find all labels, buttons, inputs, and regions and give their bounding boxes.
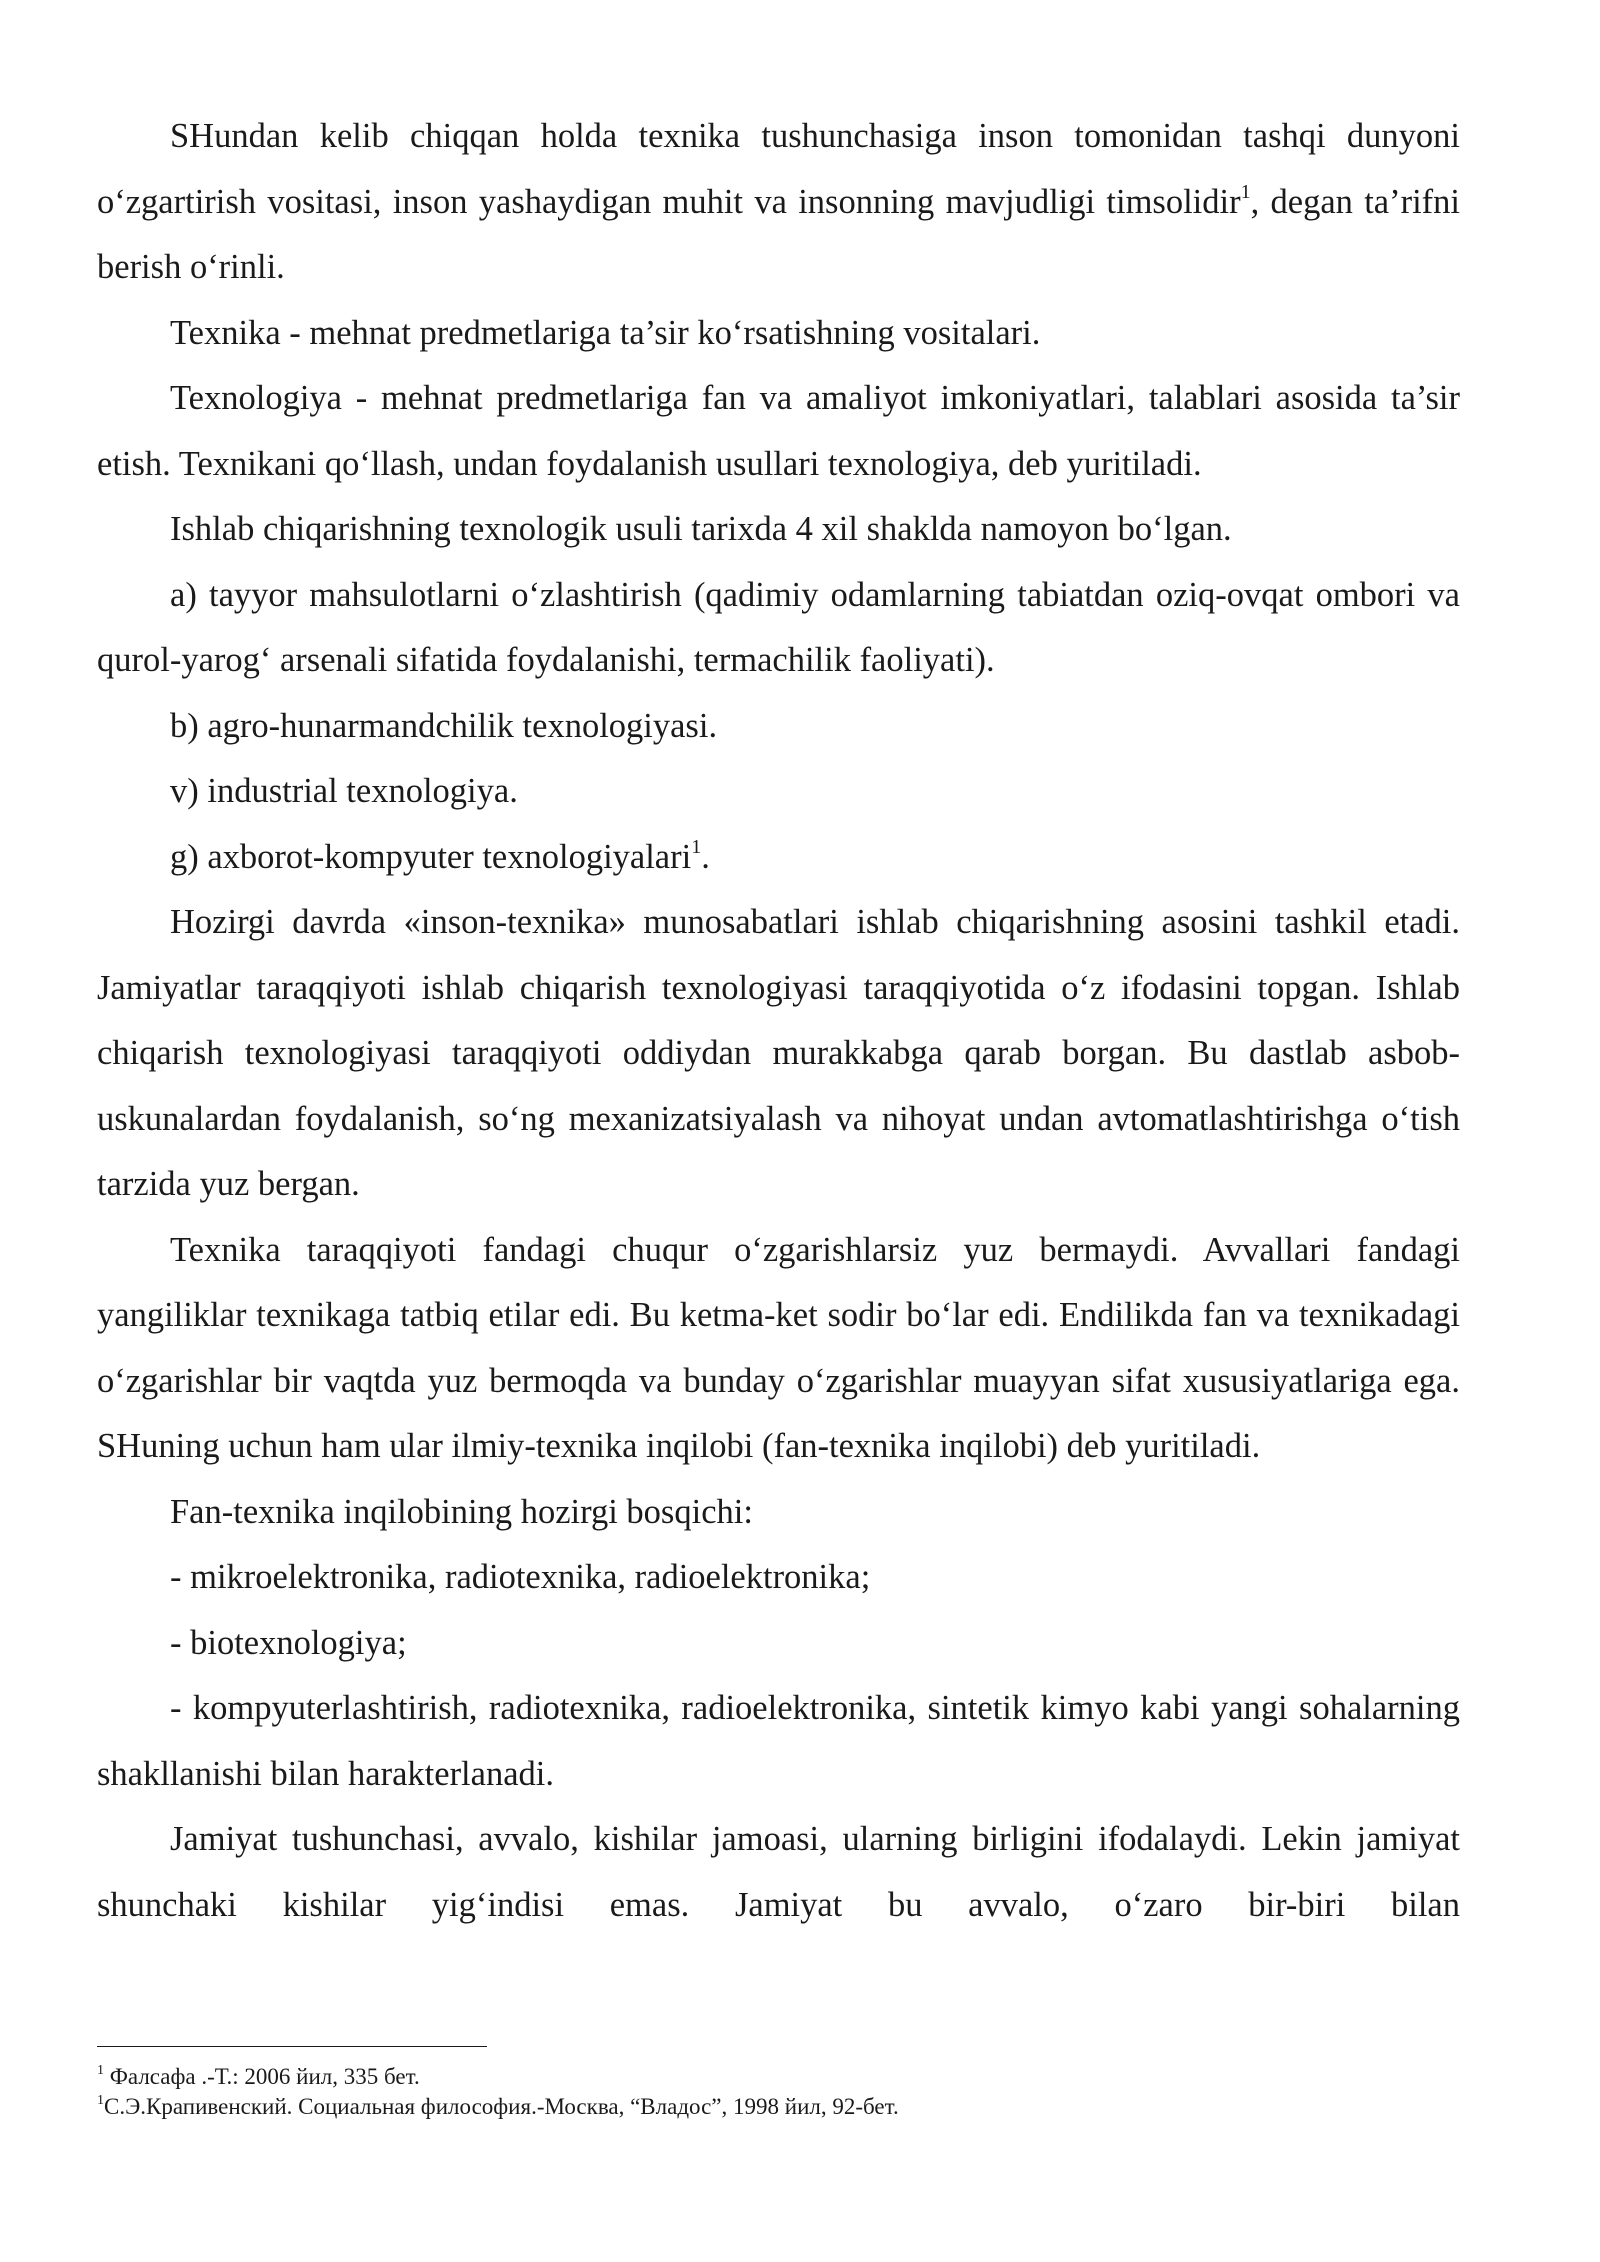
footnote-mark: 1 — [97, 2063, 104, 2079]
paragraph-3: Texnologiya - mehnat predmetlariga fan va amaliyot imkoniyatlari, talablari asosida ta’sir etish. Texnikani qo‘llash, undan foydalanish usullari texnologiya, deb yuritiladi. — [97, 379, 1460, 483]
footnote-1: $^1$ Фалсафа .-Т.: 2006 йил, 335 бет. — [97, 2063, 420, 2089]
footnote-ref-2[interactable]: 1 — [691, 836, 702, 858]
paragraph-14: - kompyuterlashtirish, radiotexnika, radioelektronika, sintetik kimyo kabi yangi sohalarning shakllanishi bilan harakterlanadi. — [97, 1689, 1460, 1793]
paragraph-4: Ishlab chiqarishning texnologik usuli tarixda 4 xil shaklda namoyon bo‘lgan. — [170, 510, 1232, 548]
footnote-separator — [97, 2046, 487, 2047]
footnote-2: $^1$С.Э.Крапивенский. Социальная философия.-Москва, “Владос”, 1998 йил, 92-бет. — [97, 2093, 899, 2119]
paragraph-13: - biotexnologiya; — [170, 1623, 407, 1662]
paragraph-9: Hozirgi davrda «inson-texnika» munosabatlari ishlab chiqarishning asosini tashkil etadi. Jamiyatlar taraqqiyoti ishlab chiqarish texnologiyasi taraqqiyotida o‘z ifodasini topgan. Ishlab chiqarish texnologiyasi taraqqiyoti oddiydan murakkabga qarab borgan. Bu dastlab asbob-uskunalardan foydalanish, so‘ng mexanizatsiyalash va nihoyat undan avtomatlashtirishga o‘tish tarzida yuz bergan. — [97, 903, 1460, 1203]
paragraph-2: Texnika - mehnat predmetlariga ta’sir ko‘rsatishning vositalari. — [170, 313, 1041, 352]
paragraph-5: a) tayyor mahsulotlarni o‘zlashtirish (qadimiy odamlarning tabiatdan oziq-ovqat ombori va qurol-yarog‘ arsenali sifatida foydalanishi, termachilik faoliyati). — [97, 575, 1460, 679]
paragraph-12: - mikroelektronika, radiotexnika, radioelektronika; — [170, 1558, 871, 1596]
paragraph-11: Fan-texnika inqilobining hozirgi bosqichi: — [170, 1492, 753, 1531]
document-body — [97, 104, 1460, 1938]
footnote-ref-1[interactable]: 1 — [1240, 181, 1251, 203]
footnote-mark: 1 — [97, 2093, 104, 2109]
paragraph-1: SHundan kelib chiqqan holda texnika tushunchasiga inson tomonidan tashqi dunyoni o‘zgartirish vositasi, inson yashaydigan muhit va insonning mavjudligi timsolidir$^1$, degan ta’rifni berish o‘rinli. — [97, 117, 1460, 286]
footnotes — [97, 2062, 1460, 2122]
paragraph-10: Texnika taraqqiyoti fandagi chuqur o‘zgarishlarsiz yuz bermaydi. Avvallari fandagi yangiliklar texnikaga tatbiq etilar edi. Bu ketma-ket sodir bo‘lar edi. Endilikda fan va texnikadagi o‘zgarishlar bir vaqtda yuz bermoqda va bunday o‘zgarishlar muayyan sifat xususiyatlariga ega. SHuning uchun ham ular ilmiy-texnika inqilobi (fan-texnika inqilobi) deb yuritiladi. — [97, 1230, 1460, 1465]
paragraph-7: v) industrial texnologiya. — [170, 772, 518, 810]
paragraph-15: Jamiyat tushunchasi, avvalo, kishilar jamoasi, ularning birligini ifodalaydi. Lekin jamiyat shunchaki kishilar yig‘indisi emas. Jamiyat bu avvalo, o‘zaro bir-biri bilan — [97, 1820, 1460, 1924]
paragraph-6: b) agro-hunarmandchilik texnologiyasi. — [170, 706, 718, 745]
paragraph-8: g) axborot-kompyuter texnologiyalari$^1$. — [170, 836, 710, 876]
